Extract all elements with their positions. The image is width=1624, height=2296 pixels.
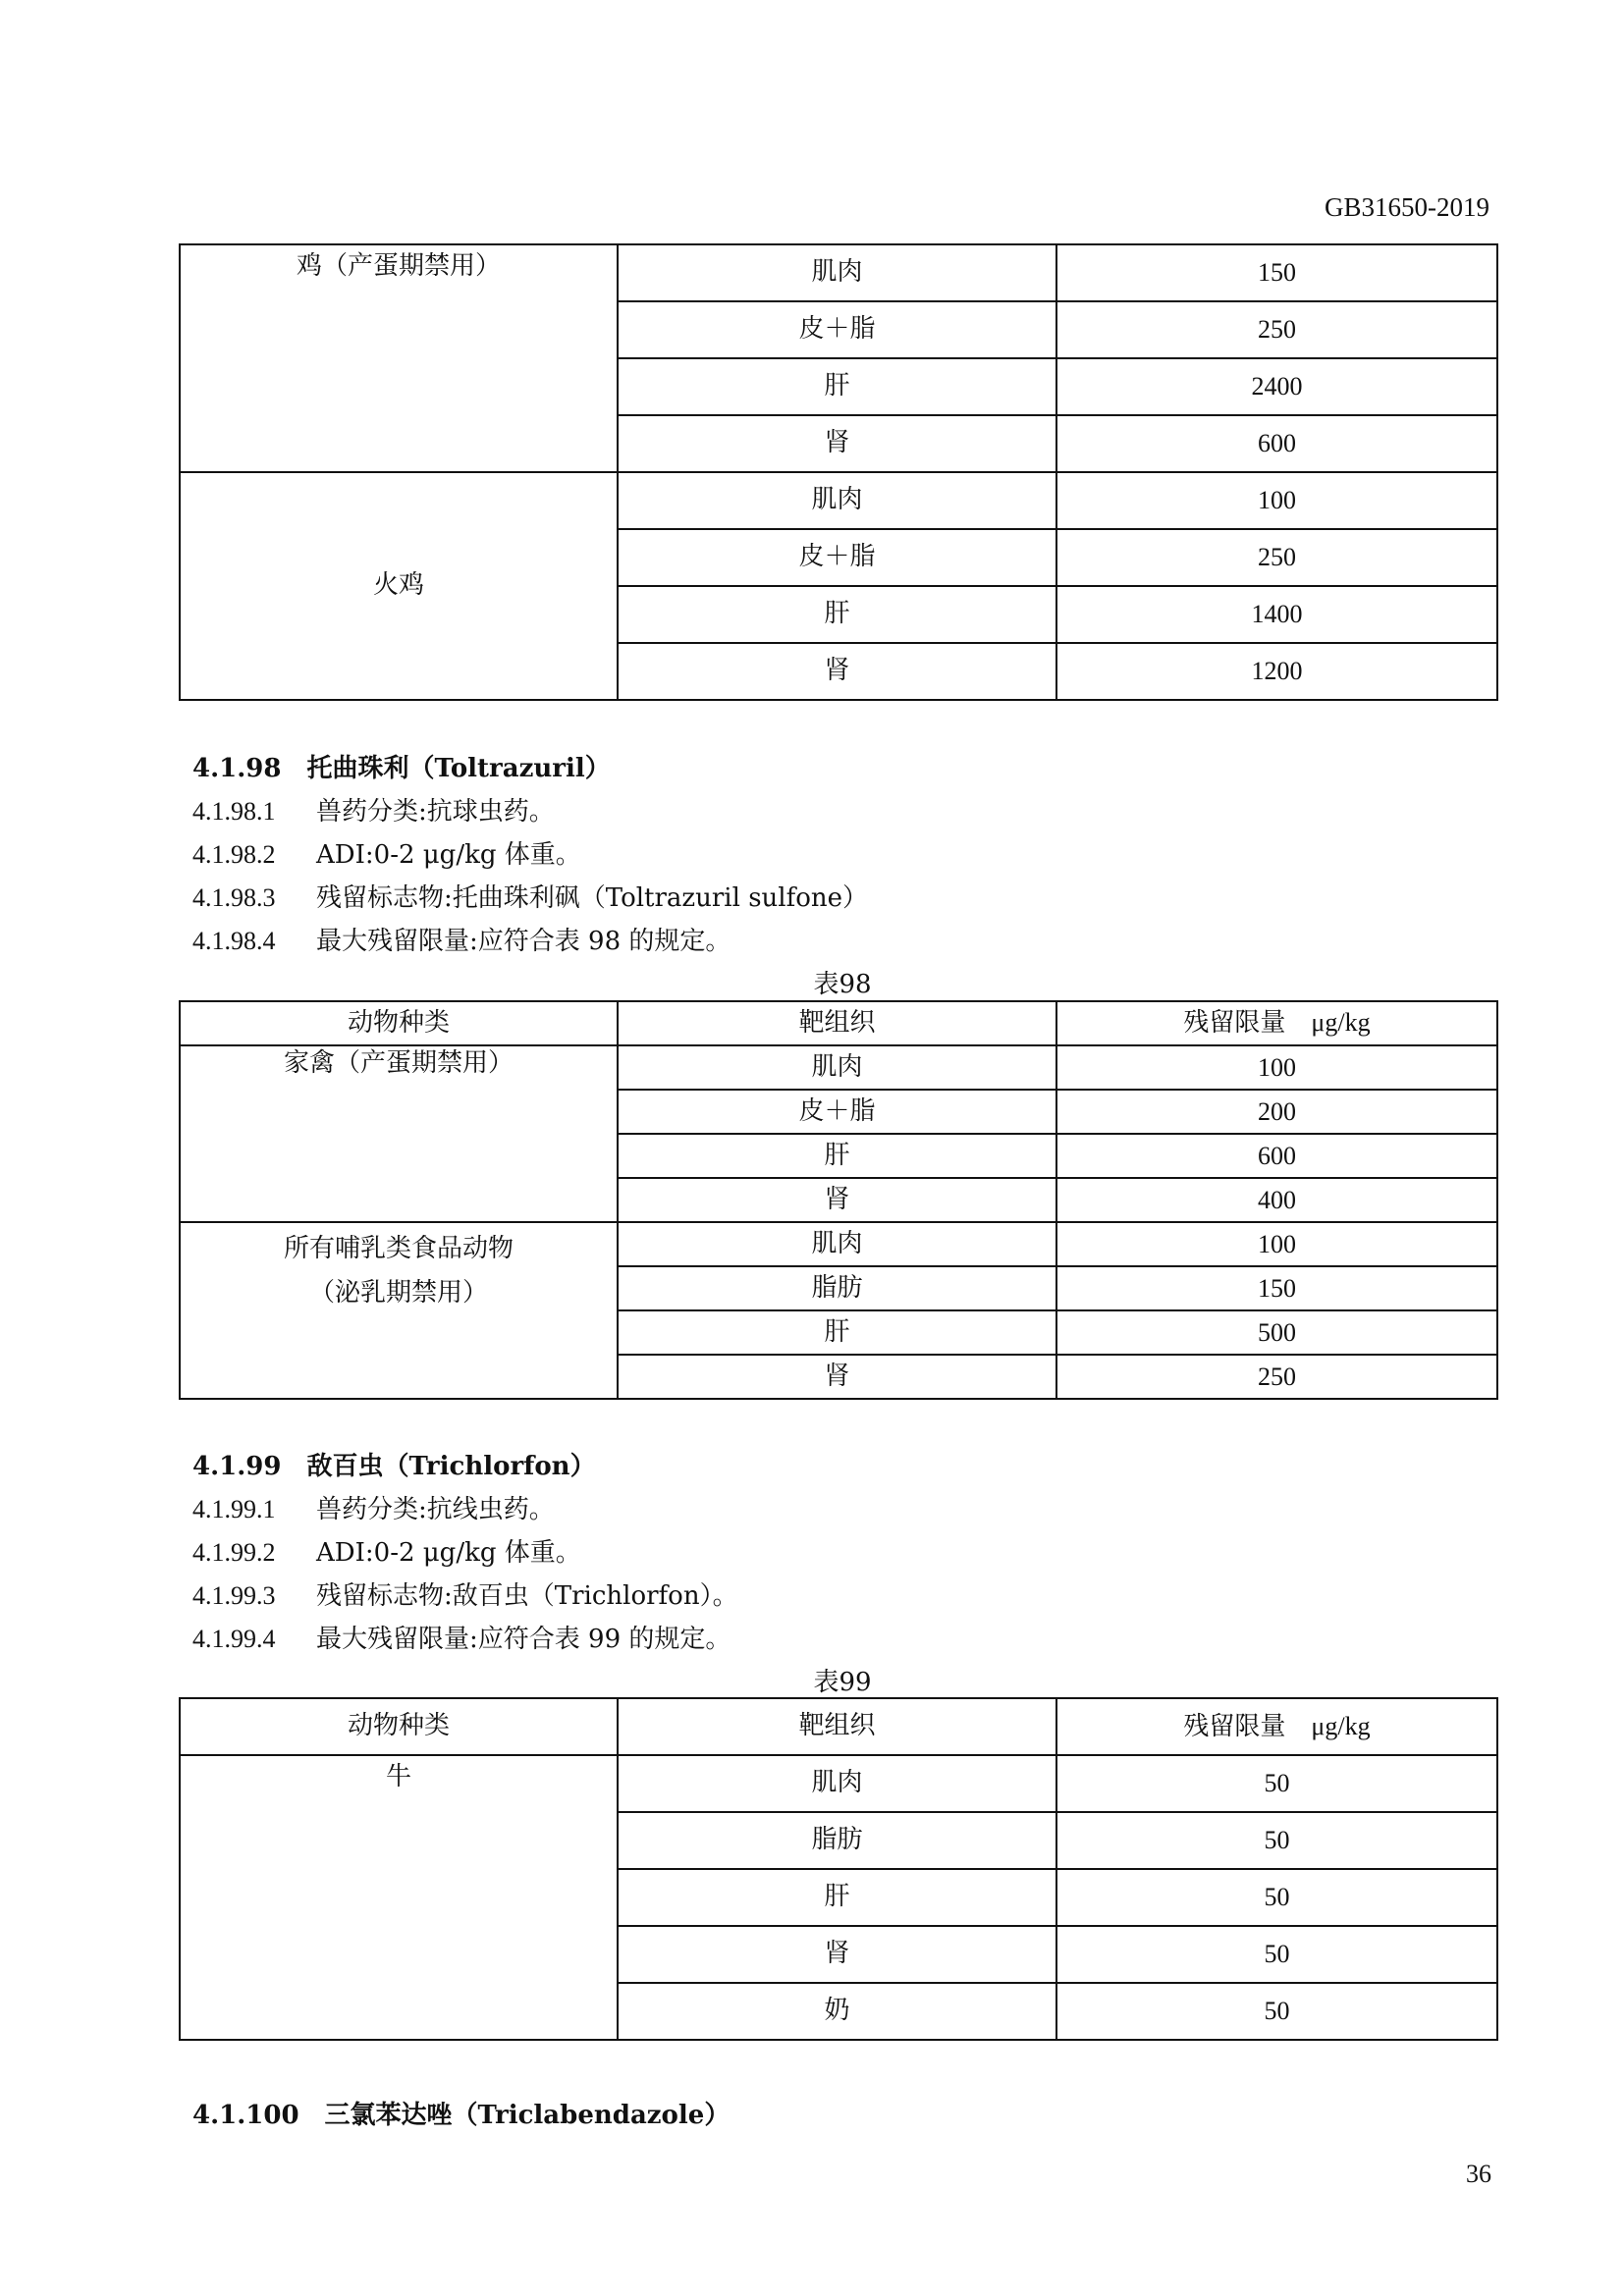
- section-99-title: 4.1.99 敌百虫（Trichlorfon）: [192, 1452, 596, 1481]
- animal-cell: 鸡（产蛋期禁用）: [180, 244, 618, 472]
- animal-line: （泌乳期禁用）: [308, 1278, 488, 1308]
- limit-cell: 1400: [1056, 586, 1497, 643]
- tissue-cell: 奶: [618, 1983, 1056, 2040]
- limit-cell: 250: [1056, 1355, 1497, 1399]
- header-limit-unit: μg/kg: [1311, 1008, 1371, 1038]
- tissue-cell: 肾: [618, 415, 1056, 472]
- item-text: 兽药分类:抗线虫药。: [316, 1495, 555, 1524]
- tissue-cell: 肝: [618, 1134, 1056, 1178]
- item-number: 4.1.99.3: [192, 1581, 276, 1610]
- section-98-title: 4.1.98 托曲珠利（Toltrazuril）: [192, 754, 611, 783]
- tissue-cell: 脂肪: [618, 1266, 1056, 1310]
- item-text: 兽药分类:抗球虫药。: [316, 797, 555, 827]
- table-header-row: [180, 1698, 1497, 1755]
- limit-cell: 200: [1056, 1090, 1497, 1134]
- limit-cell: 150: [1056, 1266, 1497, 1310]
- header-animal: 动物种类: [180, 1001, 618, 1045]
- item-text: 残留标志物:敌百虫（Trichlorfon）。: [316, 1581, 738, 1611]
- table-row: [180, 244, 1497, 301]
- header-limit: [1056, 1001, 1497, 1045]
- limit-cell: 100: [1056, 472, 1497, 529]
- item-text: 最大残留限量:应符合表 99 的规定。: [316, 1625, 731, 1654]
- header-limit-label: 残留限量: [1183, 1711, 1286, 1741]
- section-99-item: [192, 1619, 731, 1655]
- header-animal: 动物种类: [180, 1698, 618, 1755]
- header-limit-label: 残留限量: [1183, 1008, 1286, 1039]
- limit-cell: 100: [1056, 1222, 1497, 1266]
- mrl-table-continued: [179, 243, 1498, 701]
- table-row: [180, 1222, 1497, 1266]
- tissue-cell: 肾: [618, 643, 1056, 700]
- section-99-item: [192, 1489, 555, 1525]
- item-number: 4.1.98.2: [192, 840, 276, 869]
- item-number: 4.1.98.3: [192, 883, 276, 912]
- tissue-cell: 皮＋脂: [618, 1090, 1056, 1134]
- limit-cell: 150: [1056, 244, 1497, 301]
- limit-cell: 50: [1056, 1983, 1497, 2040]
- item-number: 4.1.98.1: [192, 797, 276, 826]
- tissue-cell: 肌肉: [618, 1045, 1056, 1090]
- item-number: 4.1.99.2: [192, 1538, 276, 1567]
- animal-cell: [180, 1222, 618, 1399]
- limit-cell: 50: [1056, 1755, 1497, 1812]
- section-98-item: [192, 921, 731, 957]
- table-row: [180, 1755, 1497, 1812]
- limit-cell: 50: [1056, 1869, 1497, 1926]
- tissue-cell: 肌肉: [618, 1222, 1056, 1266]
- limit-cell: 250: [1056, 529, 1497, 586]
- header-tissue: 靶组织: [618, 1001, 1056, 1045]
- limit-cell: 250: [1056, 301, 1497, 358]
- animal-line: 所有哺乳类食品动物: [283, 1234, 514, 1263]
- tissue-cell: 肝: [618, 1869, 1056, 1926]
- section-98-item: [192, 791, 555, 828]
- section-99-item: [192, 1532, 581, 1569]
- limit-cell: 600: [1056, 1134, 1497, 1178]
- page-number: 36: [1466, 2160, 1491, 2188]
- item-number: 4.1.99.4: [192, 1625, 276, 1653]
- section-99-item: [192, 1575, 738, 1612]
- standard-code: GB31650-2019: [1325, 192, 1489, 222]
- table-99-caption: 表99: [813, 1668, 872, 1697]
- tissue-cell: 肾: [618, 1926, 1056, 1983]
- section-98-item: [192, 878, 868, 914]
- limit-cell: 1200: [1056, 643, 1497, 700]
- mrl-table-98: [179, 1000, 1498, 1400]
- section-100-title: 4.1.100 三氯苯达唑（Triclabendazole）: [192, 2101, 731, 2130]
- table-row: [180, 1045, 1497, 1090]
- item-text: 残留标志物:托曲珠利砜（Toltrazuril sulfone）: [316, 883, 869, 913]
- limit-cell: 400: [1056, 1178, 1497, 1222]
- item-text: 最大残留限量:应符合表 98 的规定。: [316, 927, 731, 956]
- header-limit-unit: μg/kg: [1311, 1711, 1371, 1740]
- item-text: ADI:0-2 μg/kg 体重。: [316, 1538, 581, 1568]
- tissue-cell: 肌肉: [618, 472, 1056, 529]
- item-text: ADI:0-2 μg/kg 体重。: [316, 840, 581, 870]
- tissue-cell: 皮＋脂: [618, 301, 1056, 358]
- table-row: [180, 472, 1497, 529]
- mrl-table-99: [179, 1697, 1498, 2041]
- limit-cell: 50: [1056, 1926, 1497, 1983]
- limit-cell: 600: [1056, 415, 1497, 472]
- tissue-cell: 肌肉: [618, 244, 1056, 301]
- header-limit: [1056, 1698, 1497, 1755]
- limit-cell: 100: [1056, 1045, 1497, 1090]
- limit-cell: 500: [1056, 1310, 1497, 1355]
- item-number: 4.1.98.4: [192, 927, 276, 955]
- tissue-cell: 肾: [618, 1355, 1056, 1399]
- table-header-row: [180, 1001, 1497, 1045]
- section-98-item: [192, 834, 581, 871]
- limit-cell: 50: [1056, 1812, 1497, 1869]
- tissue-cell: 肝: [618, 358, 1056, 415]
- limit-cell: 2400: [1056, 358, 1497, 415]
- tissue-cell: 脂肪: [618, 1812, 1056, 1869]
- tissue-cell: 皮＋脂: [618, 529, 1056, 586]
- tissue-cell: 肝: [618, 1310, 1056, 1355]
- tissue-cell: 肾: [618, 1178, 1056, 1222]
- animal-cell: 家禽（产蛋期禁用）: [180, 1045, 618, 1222]
- header-tissue: 靶组织: [618, 1698, 1056, 1755]
- animal-cell: 火鸡: [180, 472, 618, 700]
- table-98-caption: 表98: [813, 970, 872, 999]
- item-number: 4.1.99.1: [192, 1495, 276, 1523]
- tissue-cell: 肌肉: [618, 1755, 1056, 1812]
- tissue-cell: 肝: [618, 586, 1056, 643]
- animal-cell: 牛: [180, 1755, 618, 2040]
